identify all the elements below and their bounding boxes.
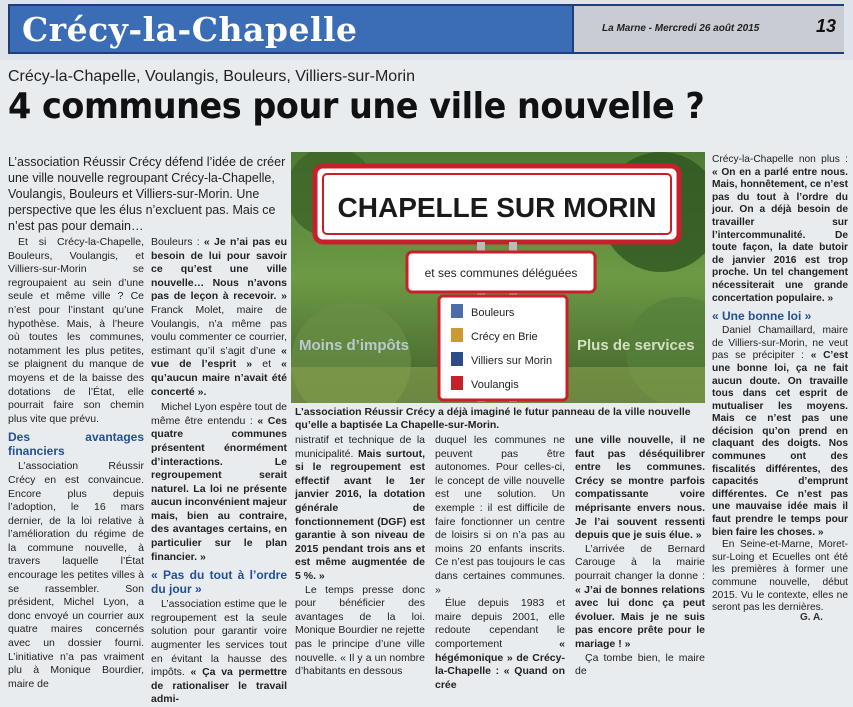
sign-sub-text: et ses communes déléguées [424,266,578,280]
subheading: « Pas du tout à l’ordre du jour » [151,568,287,597]
text: Michel Lyon espère tout de même être entendu : [151,401,287,427]
text: Bouleurs : [151,236,204,248]
text: et [252,358,282,371]
masthead-title: Crécy-la-Chapelle [22,10,358,49]
column-2 [151,236,287,707]
headline: 4 communes pour une ville nouvelle ? [8,86,705,127]
quote: « Ça va permettre de rationaliser le travail admi- [151,666,287,706]
column-3 [295,434,425,679]
subheading: Des avantages financiers [8,430,144,459]
quote: « Je n’ai pas eu besoin de lui pour savoir ce qu’est une ville nouvelle… Nous n’avons pas de leçon à recevoir. » [151,236,287,303]
subheading: « Une bonne loi » [712,309,812,324]
masthead [8,4,574,54]
text: nistratif et technique de la municipalité. [295,434,425,460]
quote: « On en a parlé entre nous. Mais, honnêtement, ce n’est pas du tout à l’ordre du jour. On a déjà besoin de travailler sur l’intercommunalité. De toute façon, la date butoir de janvier 2016 est trop proche. Un tel changement nécessiterait une grande concertation populaire. » [712,166,848,304]
paragraph: Le temps presse donc pour bénéficier des avantages de la loi. Monique Bourdier ne rejette pas le principe d’une ville nouvelle. « Il y a un nombre d’habitants en dessous [295,583,425,678]
quote: Mais surtout, si le regroupement est effectif avant le 1er janvier 2016, la dotation générale de fonctionnement (DGF) est garantie à son niveau de 2015 pendant trois ans et est même augmentée de 5 %. » [295,447,425,582]
coat-of-arms-icon [451,304,463,318]
masthead-info [574,4,844,54]
commune-name: Crécy en Brie [471,331,538,343]
quote: « Ces quatre communes présentent énormément d’interactions. Le regroupement serait naturel. La loi ne présente aucun inconvénient majeur mais, bien au contraire, des avantages certains, en particulier sur le plan financier. » [151,414,287,563]
quote: « vue de l’esprit » [151,344,287,371]
photo-right-text: Plus de services [577,337,695,354]
signature: G. A. [800,612,823,623]
text: Daniel Chamaillard, maire de Villiers-sur-Morin, ne veut pas se précipiter : [712,325,848,362]
photo-caption: L’association Réussir Crécy a déjà imaginé le futur panneau de la ville nouvelle qu’elle a baptisée La Chapelle-sur-Morin. [295,406,691,431]
paragraph: une ville nouvelle, il ne faut pas déséquilibrer entre les communes. Crécy se montre parfois compatissante voire méprisante envers nous. Je l’ai souvent ressenti depuis que je suis élue. » [575,434,705,542]
quote: « C’est une bonne loi, ça ne fait aucun doute. On travaille tous dans cet esprit de mutualiser les moyens. Mais ce n’est pas une décision qu’on prend en claquant des doigts. Nos communes ont des fiscalités différentes, des capacités d’emprunt différentes. Ce n’est pas une mauvaise idée mais il faut prendre le temps pour bien faire les choses. » [712,350,848,538]
dateline: La Marne - Mercredi 26 août 2015 [602,23,760,34]
text: L’association estime que le regroupement est la seule solution pour garantir voire augmenter les services tout en évitant la hausse des impôts. [151,598,287,679]
chapeau: L’association Réussir Crécy défend l’idée de créer une ville nouvelle regroupant Crécy-la-Chapelle, Voulangis, Bouleurs et Villiers-sur-Morin. Une perspective que les élus n’excluent pas. Mais ce n’est pas pour demain… [8,155,286,233]
quote: « qu’aucun maire n’avait été concerté ». [151,358,287,398]
paragraph: L’association Réussir Crécy en est convaincue. Encore plus depuis l’adoption, le 16 mars dernier, de la loi relative à l’amélioration du régime de la commune nouvelle, à travers laquelle l’État encourage les petites villes à se rassembler. Son président, Michel Lyon, a donc envoyé un courrier aux quatre maires concernés avec un dossier fourni. L’initiative n’a pas vraiment plu à Monique Bourdier, maire de [8,460,144,690]
paragraph: En Seine-et-Marne, Moret-sur-Loing et Ecuelles ont été les premières à former une commune nouvelle, début 2015. Vu le contexte, elles ne seront pas les dernières. [712,539,848,614]
surtitle: Crécy-la-Chapelle, Voulangis, Bouleurs, Villiers-sur-Morin [8,68,415,85]
text: Franck Molet, maire de Voulangis, n’a même pas voulu commenter ce courrier, estimant qu’il s’agit d’une [151,303,287,357]
text: Élue depuis 1983 et maire depuis 2001, elle redoute cependant le comportement [435,597,565,650]
column-5 [575,434,705,679]
paragraph: Ça tombe bien, le maire de [575,651,705,678]
coat-of-arms-icon [451,352,463,366]
coat-of-arms-icon [451,376,463,390]
photo-left-text: Moins d’impôts [299,337,409,354]
photo [291,152,705,403]
quote: « J’ai de bonnes relations avec lui donc ça peut évoluer. Mais je ne suis pas encore prête pour le mariage ! » [575,583,705,650]
column-1 [8,236,144,691]
commune-name: Villiers sur Morin [471,355,553,367]
page-number: 13 [815,16,836,36]
paragraph: Et si Crécy-la-Chapelle, Bouleurs, Voulangis, et Villiers-sur-Morin se regroupaient au sein d’une seule et même ville ? Ce n’est pour l’instant qu’une hypothèse. Mais, à l’heure où toutes les communes, notamment les plus petites, se plaignent du manque de moyens et de la baisse des dotations de l’État, elle pourrait faire son chemin plus vite que prévu. [8,236,144,425]
quote: « hégémonique » de Crécy-la-Chapelle : « Quand on crée [435,637,565,691]
column-6 [712,154,848,615]
photo-illustration [291,152,705,403]
paragraph: duquel les communes ne peuvent pas être autonomes. Pour celles-ci, le concept de ville nouvelle est une solution. Un exemple : il est difficile de faire fonctionner un centre de loisirs si on n’a pas au moins 20 enfants inscrits. Ce n’est pas toujours le cas dans certaines communes. » [435,434,565,596]
sign-main-text: CHAPELLE SUR MORIN [337,192,657,223]
commune-name: Bouleurs [471,307,515,319]
coat-of-arms-icon [451,328,463,342]
text: Crécy-la-Chapelle non plus : [712,154,848,165]
column-4 [435,434,565,692]
commune-name: Voulangis [471,379,519,391]
text: L’arrivée de Bernard Carouge à la mairie pourrait changer la donne : [575,542,705,582]
